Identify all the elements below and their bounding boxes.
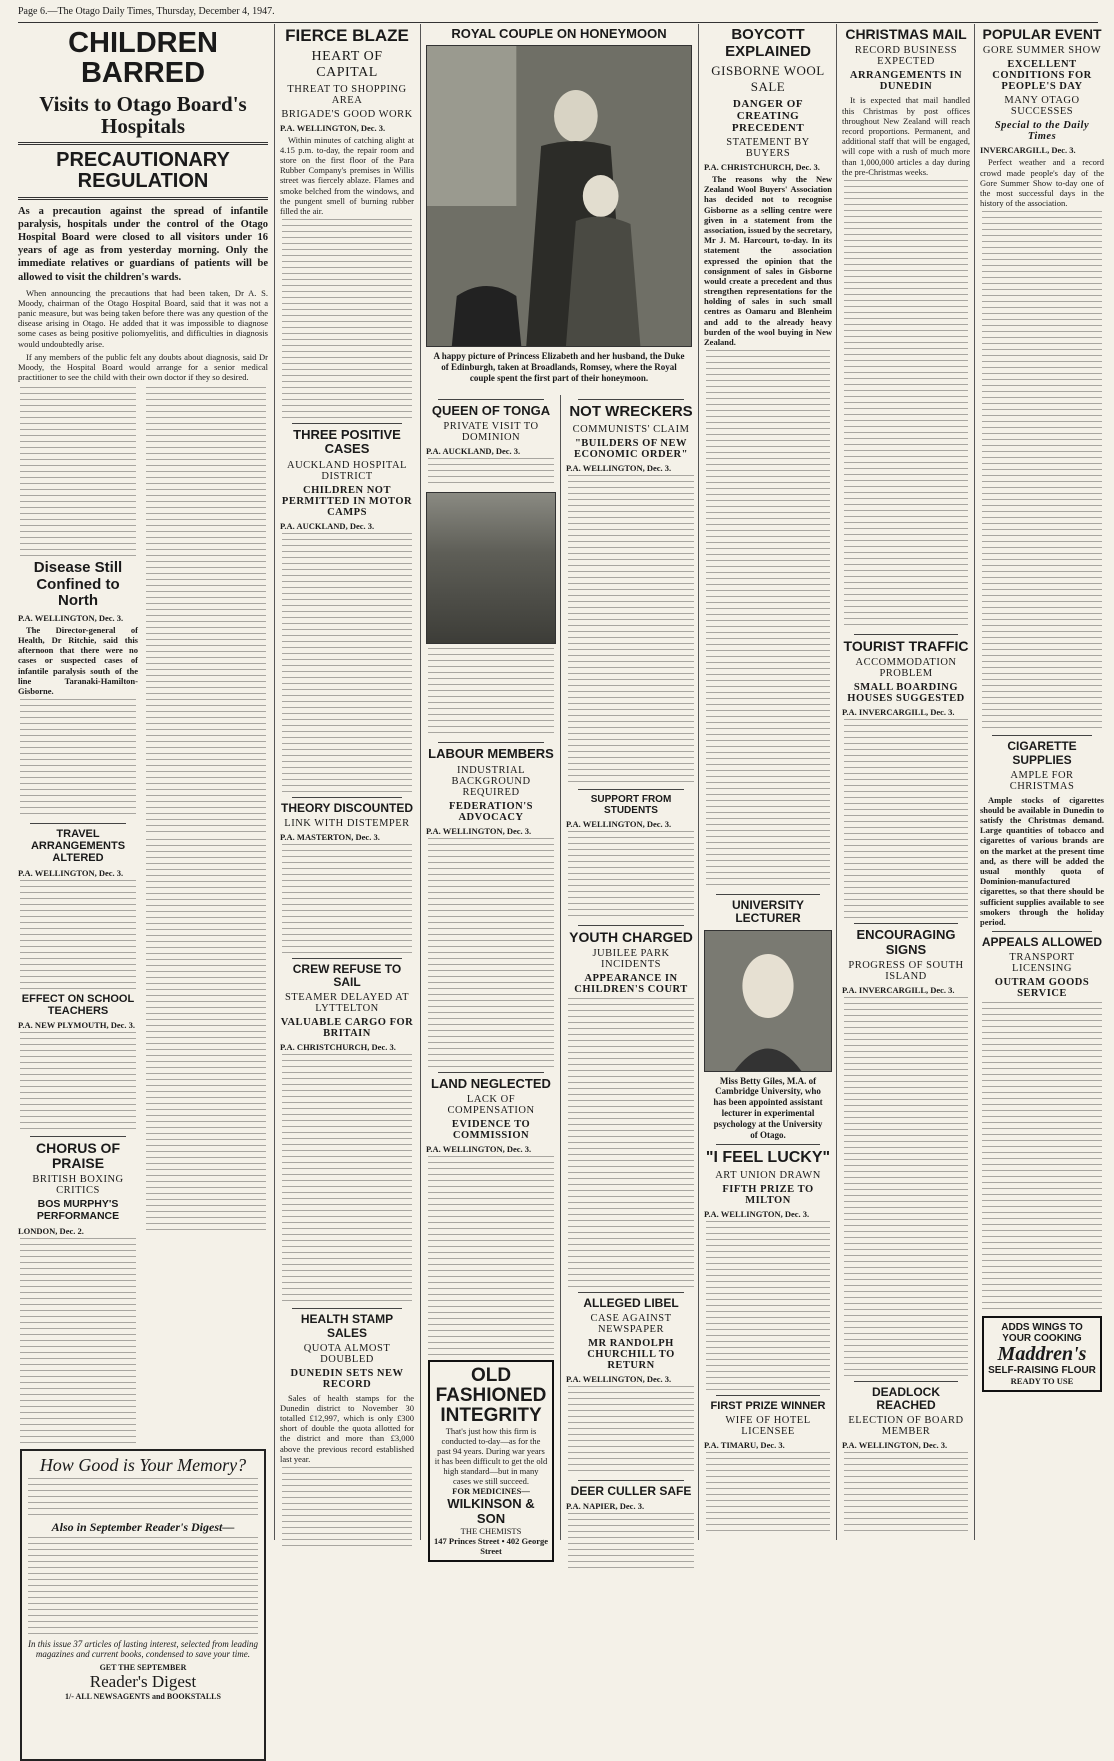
headline-tourist-traffic: TOURIST TRAFFIC bbox=[843, 637, 969, 654]
headline-university-lecturer: UNIVERSITY LECTURER bbox=[731, 898, 804, 926]
headline-three-positive: THREE POSITIVE CASES bbox=[293, 427, 401, 457]
subhead-visits: Visits to Otago Board's Hospitals bbox=[39, 91, 247, 138]
lead-paragraph: As a precaution against the spread of infantile paralysis, hospitals under the control of the Otago Hospital Board were closed to all visitors under 16 years of age as from yesterday morning. Only the immediate relatives or guardians of patients will be allowed to visit the children's wards. bbox=[18, 205, 268, 283]
two-column-block: Disease Still Confined to North P.A. WELLINGTON, Dec. 3. The Director-general of Health, Dr Ritchie, said this afternoon that there were no cases or suspected cases of infantile paralysis south of the line Taranaki-Hamilton-Gisborne. TRAVEL ARRANGEMENTS ALTERED P.A. WELLINGTON, Dec. 3. EFFECT ON SCHOOL TEACHERS P.A. NEW PLYMOUTH, Dec. 3. CHORUS OF PRAISE BRITISH BOXING CRITICS BOS MURPHY'S PERFORMANCE LONDON, Dec. 2. bbox=[18, 385, 268, 1444]
column-3-4-top: ROYAL COUPLE ON HONEYMOON A happy picture of Princess Elizabeth and her husband, the Duke of Edinburgh, taken at Broadlands, Romsey, where the Royal couple spent the first part of their honeymoon. bbox=[426, 24, 692, 1540]
headline-boycott: BOYCOTT EXPLAINED bbox=[725, 26, 811, 60]
maddrens-flour-ad: ADDS WINGS TO YOUR COOKING Maddren's SELF-RAISING FLOUR READY TO USE bbox=[982, 1316, 1102, 1392]
headline-appeals-allowed: APPEALS ALLOWED bbox=[981, 935, 1103, 950]
headline-labour-members: LABOUR MEMBERS bbox=[428, 746, 554, 762]
column-2: FIERCE BLAZE HEART OF CAPITAL THREAT TO SHOPPING AREA BRIGADE'S GOOD WORK P.A. WELLINGTON, Dec. 3. Within minutes of catching alight at 4.15 p.m. to-day, the repair room and store on the first floor of the Para Rubber Company's premises in Willis street was fiercely ablaze. Flames and smoke belched from the windows, and the pungent smell of burning rubber filled the air. THREE POSITIVE CASES AUCKLAND HOSPITAL DISTRICT CHILDREN NOT PERMITTED IN MOTOR CAMPS P.A. AUCKLAND, Dec. 3. THEORY DISCOUNTED LINK WITH DISTEMPER P.A. MASTERTON, Dec. 3. CREW REFUSE TO SAIL STEAMER DELAYED AT LYTTELTON VALUABLE CARGO FOR BRITAIN P.A. CHRISTCHURCH, Dec. 3. HEALTH STAMP SALES QUOTA ALMOST DOUBLED DUNEDIN SETS NEW RECORD Sales of health stamps for the Dunedin district to November 30 totalled £12,997, which is only £300 short of double the quota allotted for the district and more than £3,000 above the previous record established last year. bbox=[280, 24, 414, 1540]
subhead-precautionary: PRECAUTIONARY REGULATION bbox=[56, 148, 230, 192]
headline-travel: TRAVEL ARRANGEMENTS ALTERED bbox=[30, 828, 126, 865]
headline-children-barred: CHILDREN BARRED bbox=[68, 27, 218, 90]
readers-digest-ad: How Good is Your Memory? Also in September Reader's Digest— In this issue 37 articles of lasting interest, selected from leading magazines and current books, condensed to save your time. GET THE SEPTEMBER Reader's Digest 1/- ALL NEWSAGENTS and BOOKSTALLS bbox=[20, 1449, 266, 1761]
headline-cigarette-supplies: CIGARETTE SUPPLIES bbox=[1007, 739, 1077, 767]
headline-popular-event: POPULAR EVENT bbox=[982, 26, 1102, 42]
text-filler bbox=[146, 387, 266, 837]
headline-fierce-blaze: FIERCE BLAZE bbox=[285, 26, 409, 45]
headline-youth-charged: YOUTH CHARGED bbox=[569, 928, 693, 945]
wilkinson-ad: OLD FASHIONED INTEGRITY That's just how this firm is conducted to-day—as for the past 94 years. During war years it has been difficult to get the old high standard—but in many cases we still succeed. FOR MEDICINES— WILKINSON & SON THE CHEMISTS 147 Princes Street • 402 George Street bbox=[428, 1360, 554, 1562]
queen-salote-photo bbox=[426, 492, 556, 644]
column-6: CHRISTMAS MAIL RECORD BUSINESS EXPECTED ARRANGEMENTS IN DUNEDIN It is expected that mail handled this Christmas by post offices throughout New Zealand will reach record proportions. Permanent, and additional staff that will be engaged, will cope with a rush of much more than 1,000,000 articles a day during the pre-Christmas weeks. TOURIST TRAFFIC ACCOMMODATION PROBLEM SMALL BOARDING HOUSES SUGGESTED P.A. INVERCARGILL, Dec. 3. ENCOURAGING SIGNS PROGRESS OF SOUTH ISLAND P.A. INVERCARGILL, Dec. 3. DEADLOCK REACHED ELECTION OF BOARD MEMBER P.A. WELLINGTON, Dec. 3. bbox=[842, 24, 970, 1540]
betty-giles-photo bbox=[704, 930, 832, 1072]
headline-christmas-mail: CHRISTMAS MAIL bbox=[845, 26, 967, 42]
divider bbox=[18, 197, 268, 200]
headline-effect: EFFECT ON SCHOOL TEACHERS bbox=[21, 992, 135, 1017]
headline-land-neglected: LAND NEGLECTED bbox=[431, 1075, 551, 1091]
headline-health-stamp: HEALTH STAMP SALES bbox=[300, 1312, 394, 1340]
portrait-icon bbox=[705, 931, 831, 1071]
headline-i-feel-lucky: "I FEEL LUCKY" bbox=[705, 1149, 831, 1167]
headline-royal-couple: ROYAL COUPLE ON HONEYMOON bbox=[451, 26, 667, 41]
headline-deer-culler: DEER CULLER SAFE bbox=[570, 1484, 692, 1499]
headline-theory: THEORY DISCOUNTED bbox=[280, 800, 413, 815]
photo-silhouette-icon bbox=[427, 46, 691, 346]
headline-queen-tonga: QUEEN OF TONGA bbox=[431, 403, 551, 418]
column-3b: NOT WRECKERS COMMUNISTS' CLAIM "BUILDERS OF NEW ECONOMIC ORDER" P.A. WELLINGTON, Dec. 3. SUPPORT FROM STUDENTS P.A. WELLINGTON, Dec. 3. YOUTH CHARGED JUBILEE PARK INCIDENTS APPEARANCE IN CHILDREN'S COURT ALLEGED LIBEL CASE AGAINST NEWSPAPER MR RANDOLPH CHURCHILL TO RETURN P.A. WELLINGTON, Dec. 3. DEER CULLER SAFE P.A. NAPIER, Dec. 3. bbox=[566, 395, 696, 1540]
headline-first-prize: FIRST PRIZE WINNER bbox=[710, 1399, 826, 1412]
headline-not-wreckers: NOT WRECKERS bbox=[569, 403, 693, 420]
royal-couple-photo bbox=[426, 45, 692, 347]
text-filler bbox=[20, 699, 136, 819]
headline-alleged-libel: ALLEGED LIBEL bbox=[583, 1295, 679, 1310]
article-body: When announcing the precautions that had been taken, Dr A. S. Moody, chairman of the Otago Hospital Board, said that it was not a panic measure, but was being taken before there was any question of the disease arising in Otago. He added that it was impossible to diagnose some cases as being positive poliomyelitis, and difficulties in diagnosis would undoubtedly arise. If any members of the public felt any doubts about diagnosis, said Dr Moody, the Hospital Board would arrange for a senior medical practitioner to see the child with their own doctor if they so desired. bbox=[18, 287, 268, 383]
headline-deadlock: DEADLOCK REACHED bbox=[872, 1384, 940, 1413]
headline-chorus: CHORUS OF PRAISE bbox=[36, 1139, 120, 1172]
column-1 bbox=[18, 24, 268, 1701]
divider bbox=[18, 142, 268, 145]
headline-disease: Disease Still Confined to North bbox=[33, 559, 123, 610]
column-3: QUEEN OF TONGA PRIVATE VISIT TO DOMINION P.A. AUCKLAND, Dec. 3. LABOUR MEMBERS INDUSTRIAL BACKGROUND REQUIRED FEDERATION'S ADVOCACY P.A. WELLINGTON, Dec. 3. LAND NEGLECTED LACK OF COMPENSATION EVIDENCE TO COMMISSION P.A. WELLINGTON, Dec. 3. OLD FASHIONED INTEGRITY That's just how this firm is conducted to-day—as for the past 94 years. During war years it has been difficult to get the old high standard—but in many cases we still succeed. FOR MEDICINES— WILKINSON & SON THE CHEMISTS 147 Princes Street • 402 George Street bbox=[426, 395, 556, 1540]
text-filler bbox=[20, 387, 136, 557]
headline-crew: CREW REFUSE TO SAIL bbox=[292, 961, 402, 990]
column-7: POPULAR EVENT GORE SUMMER SHOW EXCELLENT CONDITIONS FOR PEOPLE'S DAY MANY OTAGO SUCCESSES Special to the Daily Times INVERCARGILL, Dec. 3. Perfect weather and a record crowd made people's day of the Gore Summer Show to-day one of the most successful days in the history of the association. CIGARETTE SUPPLIES AMPLE FOR CHRISTMAS Ample stocks of cigarettes should be available in Dunedin to satisfy the Christmas demand. Large quantities of tobacco and cigarettes of various brands are on the market at the present time and, as there will be added the usual monthly quota of Dominion-manufactured cigarettes, so that there should be sufficient supplies available to see smokers through the holiday period. APPEALS ALLOWED TRANSPORT LICENSING OUTRAM GOODS SERVICE ADDS WINGS TO YOUR COOKING Maddren's SELF-RAISING FLOUR READY TO USE bbox=[980, 24, 1104, 1540]
masthead: Page 6.—The Otago Daily Times, Thursday, December 4, 1947. bbox=[18, 6, 1098, 23]
column-5: BOYCOTT EXPLAINED GISBORNE WOOL SALE DANGER OF CREATING PRECEDENT STATEMENT BY BUYERS P.A. CHRISTCHURCH, Dec. 3. The reasons why the New Zealand Wool Buyers' Association has decided not to recognise Gisborne as a selling centre were given in a statement from the association, issued by the secretary, Mr J. M. Harcourt, to-day. In its statement the association expressed the opinion that the consignment of sales in Gisborne would create a precedent and thus strengthen representations for the holding of sales in such small centres as Oamaru and Blenheim and add to the already heavy burden of the wool buying in New Zealand. UNIVERSITY LECTURER Miss Betty Giles, M.A. of Cambridge University, who has been appointed assistant lecturer in experimental psychology at the University of Otago. "I FEEL LUCKY" ART UNION DRAWN FIFTH PRIZE TO MILTON P.A. WELLINGTON, Dec. 3. FIRST PRIZE WINNER WIFE OF HOTEL LICENSEE P.A. TIMARU, Dec. 3. bbox=[704, 24, 832, 1540]
text-filler bbox=[146, 839, 266, 1234]
headline-support-students: SUPPORT FROM STUDENTS bbox=[590, 793, 672, 816]
headline-encouraging-signs: ENCOURAGING SIGNS bbox=[856, 927, 956, 957]
